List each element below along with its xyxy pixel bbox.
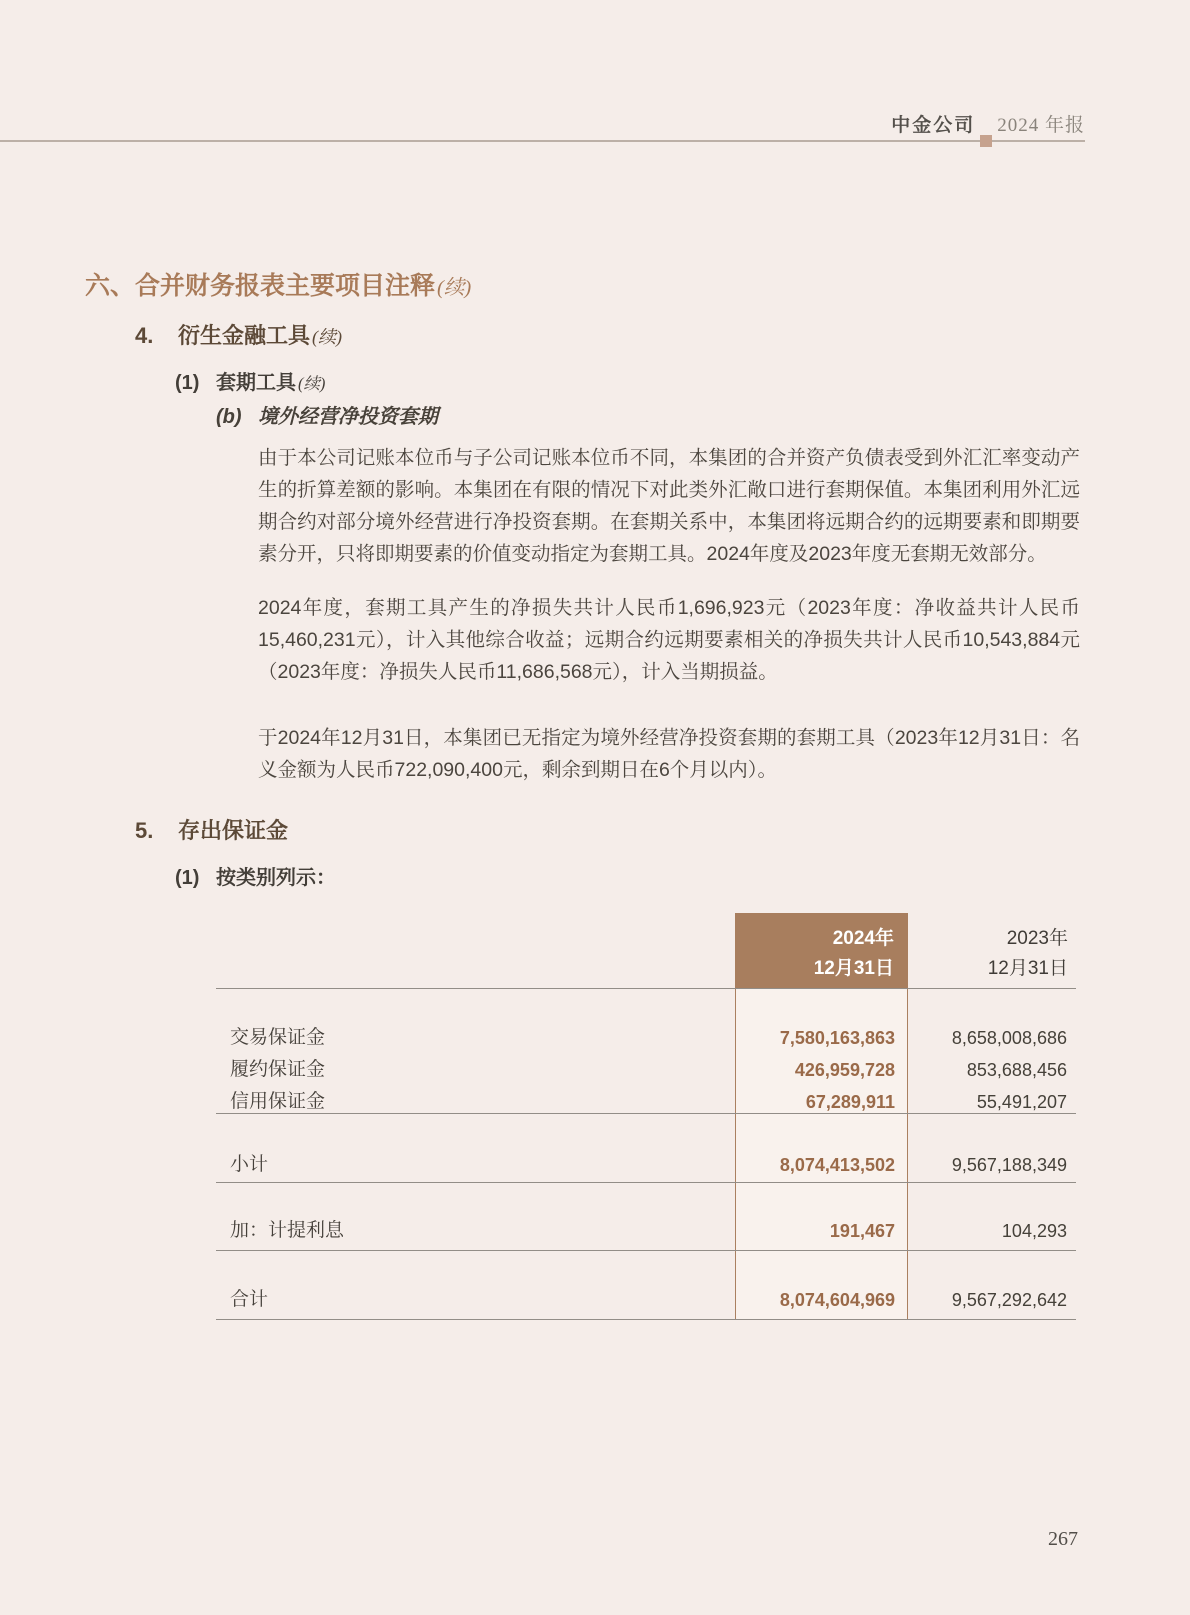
paragraph-hedge-description: 由于本公司记账本位币与子公司记账本位币不同，本集团的合并资产负债表受到外汇汇率变动产生的折算差额的影响。本集团在有限的情况下对此类外汇敞口进行套期保值。本集团利用外汇远期合约对部分境外经营进行净投资套期。在套期关系中，本集团将远期合约的远期要素和即期要素分开，只将即期要素的价值变动指定为套期工具。2024年度及2023年度无套期无效部分。 (258, 447, 1080, 565)
table-rule-bottom (216, 1319, 1076, 1320)
heading-deposits (135, 814, 288, 845)
heading-net-investment-hedge (216, 400, 438, 429)
table-rule (216, 1182, 1076, 1183)
column-header-2023-year: 2023年 (1006, 928, 1068, 949)
row-label: 加：计提利息 (230, 1220, 345, 1241)
row-label: 信用保证金 (230, 1091, 326, 1112)
heading-number: 5. (135, 818, 154, 843)
row-value-2024: 8,074,413,502 (779, 1155, 895, 1175)
row-label: 合计 (230, 1289, 269, 1310)
table-row (216, 1022, 1076, 1054)
heading-number: (b) (216, 406, 242, 428)
heading-by-category (175, 861, 336, 890)
table-row-total (216, 1284, 1076, 1316)
column-header-2023-date: 12月31日 (987, 958, 1068, 979)
section-title (85, 266, 471, 302)
table-row-subtotal (216, 1149, 1076, 1181)
section-title-text: 六、合并财务报表主要项目注释 (85, 272, 436, 300)
header-rule (0, 140, 1085, 142)
row-value-2023: 8,658,008,686 (951, 1028, 1067, 1048)
row-label: 小计 (230, 1154, 269, 1175)
row-value-2023: 104,293 (1001, 1221, 1067, 1241)
column-header-2024-year: 2024年 (832, 928, 894, 949)
heading-label: 按类别列示： (216, 867, 336, 889)
section-title-continued: (续) (437, 277, 472, 299)
heading-number: (1) (175, 372, 200, 394)
heading-label: 境外经营净投资套期 (258, 406, 438, 428)
heading-continued: (续) (298, 374, 326, 393)
row-value-2023: 55,491,207 (976, 1092, 1067, 1112)
heading-hedging-instruments (175, 366, 325, 395)
row-value-2023: 9,567,188,349 (951, 1155, 1067, 1175)
row-value-2023: 853,688,456 (966, 1060, 1067, 1080)
row-label: 履约保证金 (230, 1059, 326, 1080)
paragraph-hedge-gains-losses: 2024年度，套期工具产生的净损失共计人民币1,696,923元（2023年度：净收益共计人民币15,460,231元），计入其他综合收益；远期合约远期要素相关的净损失共计人民币10,543,884元（2023年度：净损失人民币11,686,568元），计入当期损益。 (258, 597, 1080, 683)
column-header-2024 (735, 913, 908, 988)
row-value-2024: 67,289,911 (805, 1092, 895, 1112)
table-rule (216, 1250, 1076, 1251)
deposits-table (216, 913, 1076, 1320)
row-label: 交易保证金 (230, 1027, 326, 1048)
heading-number: (1) (175, 867, 200, 889)
heading-label: 衍生金融工具 (178, 323, 311, 348)
table-rule-header (216, 988, 1076, 989)
report-edition: 2024 年报 (997, 115, 1085, 136)
table-row-accrued-interest (216, 1215, 1076, 1247)
column-header-2023 (988, 913, 1068, 984)
heading-derivatives (135, 319, 342, 350)
row-value-2024: 7,580,163,863 (779, 1028, 895, 1048)
heading-label: 存出保证金 (178, 818, 289, 843)
company-name: 中金公司 (891, 115, 976, 136)
page-number: 267 (1048, 1528, 1078, 1550)
paragraph-hedge-balance: 于2024年12月31日，本集团已无指定为境外经营净投资套期的套期工具（2023年12月31日：名义金额为人民币722,090,400元，剩余到期日在6个月以内）。 (258, 727, 1080, 781)
row-value-2023: 9,567,292,642 (951, 1290, 1067, 1310)
header-square-marker (980, 135, 992, 147)
heading-continued: (续) (312, 327, 343, 347)
heading-label: 套期工具 (216, 372, 296, 394)
column-header-2024-date: 12月31日 (813, 958, 894, 979)
row-value-2024: 426,959,728 (794, 1060, 895, 1080)
running-header (891, 110, 1085, 137)
heading-number: 4. (135, 323, 154, 348)
table-row (216, 1054, 1076, 1086)
table-rule (216, 1113, 1076, 1114)
row-value-2024: 8,074,604,969 (779, 1290, 895, 1310)
row-value-2024: 191,467 (829, 1221, 895, 1241)
